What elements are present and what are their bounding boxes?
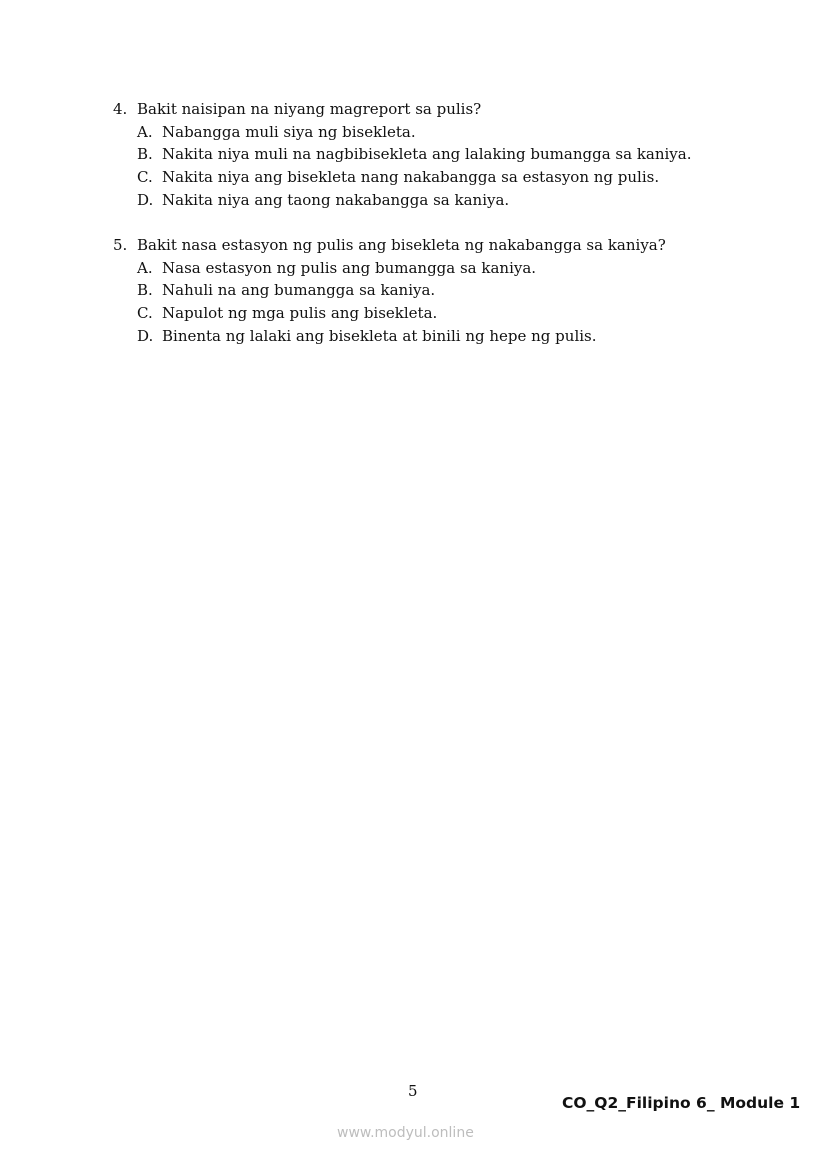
watermark: www.modyul.online [337, 1125, 474, 1141]
option-text: Nabangga muli siya ng bisekleta. [162, 122, 416, 141]
option-b [113, 279, 666, 302]
option-text: Nakita niya muli na nagbibisekleta ang lalaking bumangga sa kaniya. [162, 145, 692, 164]
option-text: Nahuli na ang bumangga sa kaniya. [162, 281, 436, 300]
option-letter: B. [137, 281, 153, 300]
option-letter: D. [137, 326, 154, 345]
question-text: Bakit nasa estasyon ng pulis ang bisekleta ng nakabangga sa kaniya? [137, 236, 666, 254]
question-4 [113, 98, 692, 212]
option-text: Nasa estasyon ng pulis ang bumangga sa kaniya. [162, 258, 537, 277]
question-text: Bakit naisipan na niyang magreport sa pulis? [137, 100, 482, 118]
option-text: Napulot ng mga pulis ang bisekleta. [162, 304, 438, 323]
option-c [113, 302, 666, 325]
option-letter: C. [137, 304, 153, 323]
option-c [113, 166, 692, 189]
option-letter: A. [137, 122, 153, 141]
option-b [113, 143, 692, 166]
module-footer: CO_Q2_Filipino 6_ Module 1 [562, 1094, 801, 1112]
option-letter: D. [137, 190, 154, 209]
option-text: Binenta ng lalaki ang bisekleta at binili ng hepe ng pulis. [162, 326, 597, 345]
option-a [113, 257, 666, 280]
option-letter: C. [137, 168, 153, 187]
option-text: Nakita niya ang taong nakabangga sa kaniya. [162, 190, 510, 209]
option-letter: A. [137, 258, 153, 277]
option-a [113, 121, 692, 144]
option-d [113, 189, 692, 212]
option-d [113, 325, 666, 348]
option-text: Nakita niya ang bisekleta nang nakabangga sa estasyon ng pulis. [162, 168, 660, 187]
question-number: 4. [113, 100, 128, 118]
question-number: 5. [113, 236, 128, 254]
page-number: 5 [408, 1082, 418, 1100]
question-5 [113, 234, 666, 348]
option-letter: B. [137, 145, 153, 164]
